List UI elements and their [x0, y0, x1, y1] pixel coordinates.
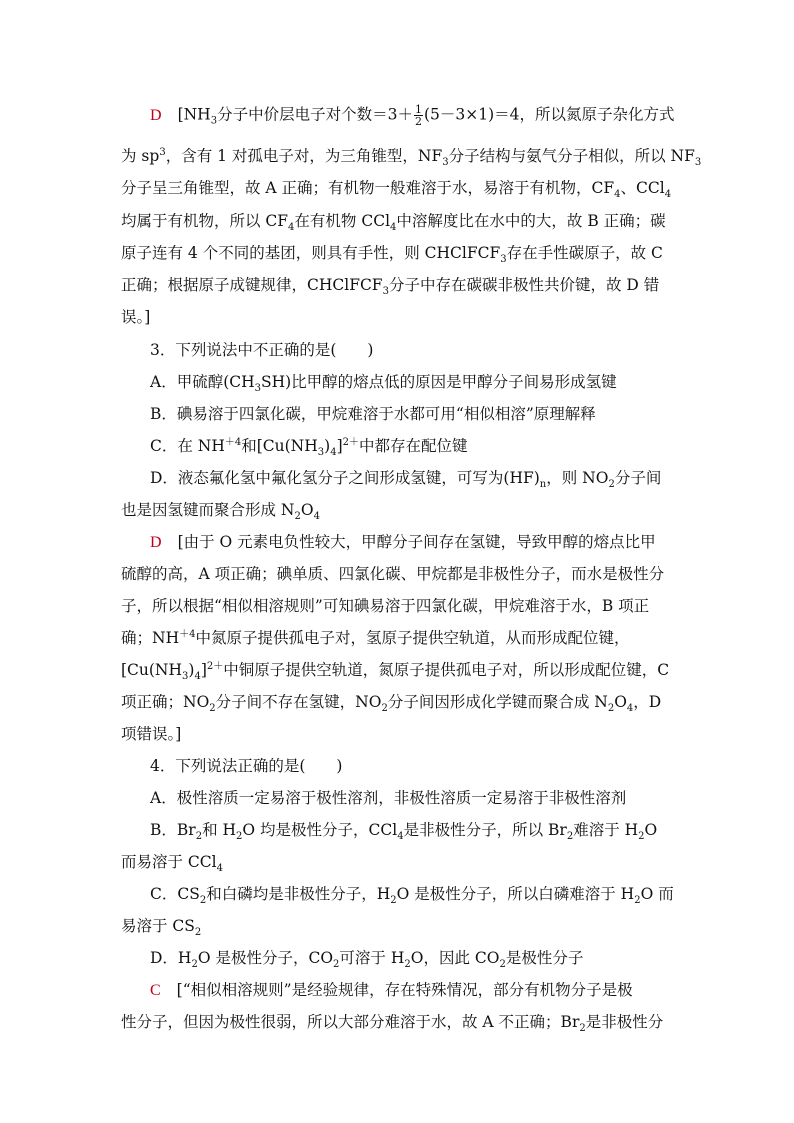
q2-answer-line-5: 原子连有 4 个不同的基团，则具有手性，则 CHClFCF$_3$存在手性碳原子，故 C — [121, 244, 663, 266]
q2-answer-line-4: 均属于有机物，所以 $CF_4$在有机物 CCl$_4$中溶解度比在水中的大，故 B 正确；碳 — [121, 212, 666, 234]
q3-answer-line-3: 子，所以根据“相似相溶规则”可知碘易溶于四氯化碳，甲烷难溶于水，B 项正 — [121, 597, 650, 615]
q4-answer-line-1: C [“相似相溶规则”是经验规律，存在特殊情况，部分有机物分子是极 — [150, 981, 633, 999]
q3-option-d: D．液态氟化氢中氟化氢分子之间形成氢键，可写为$(HF)_n$，则 $NO_2$分子间 — [150, 469, 662, 491]
q2-answer-line-6: 正确；根据原子成键规律，CHClFCF$_3$分子中存在碳碳非极性共价键，故 D 错 — [121, 276, 660, 298]
q4-option-d: D．$H_2O$ 是极性分子，$CO_2$可溶于 $H_2O$，因此 $CO_2$是极性分子 — [150, 949, 584, 971]
q3-stem: 3．下列说法中不正确的是( ) — [150, 341, 374, 359]
q3-option-b: B．碘易溶于四氯化碳，甲烷难溶于水都可用“相似相溶”原理解释 — [150, 405, 596, 423]
q3-option-c: C．在 $NH^{+4}$和$[Cu(NH_3)_4]^{2+}$中都存在配位键 — [150, 436, 468, 459]
q2-answer-line-1: D [$NH_3$分子中价层电子对个数＝3＋ $\frac{1}{2}$ (5－3×1)＝4，所以氮原子杂化方式 — [150, 103, 675, 128]
q3-answer-line-1: D [由于 O 元素电负性较大，甲醇分子间存在氢键，导致甲醇的熔点比甲 — [150, 533, 656, 551]
q4-option-a: A．极性溶质一定易溶于极性溶剂，非极性溶质一定易溶于非极性溶剂 — [150, 789, 627, 807]
q3-answer-line-5: $[Cu(NH_3)_4]^{2+}$中铜原子提供空轨道，氮原子提供孤电子对，所以形成配位键，C — [121, 660, 670, 683]
q3-answer-line-2: 硫醇的高，A 项正确；碘单质、四氯化碳、甲烷都是非极性分子，而水是极性分 — [121, 565, 665, 583]
answer-letter: D — [150, 106, 162, 124]
q4-stem: 4．下列说法正确的是( ) — [150, 757, 343, 775]
q2-answer-line-3: 分子呈三角锥型，故 A 正确；有机物一般难溶于水，易溶于有机物，$CF_4$、CCl$_4$ — [121, 179, 672, 201]
q2-answer-line-7: 误。] — [121, 308, 151, 326]
q3-answer-line-4: 确；$NH^{+4}$中氮原子提供孤电子对，氢原子提供空轨道，从而形成配位键， — [121, 628, 630, 647]
q3-answer-line-7: 项错误。] — [121, 725, 182, 743]
q4-option-c: C．$CS_2$和白磷均是非极性分子，$H_2O$ 是极性分子，所以白磷难溶于 $H_2O$ 而 — [150, 885, 674, 907]
q4-option-b-cont: 而易溶于 CCl$_4$ — [121, 853, 223, 875]
q3-answer-line-6: 项正确；$NO_2$分子间不存在氢键，$NO_2$分子间因形成化学键而聚合成 $N_2O_4$，D — [121, 693, 662, 715]
q4-option-c-cont: 易溶于 $CS_2$ — [121, 917, 202, 939]
answer-letter: D — [150, 534, 162, 551]
answer-letter: C — [150, 982, 161, 999]
fraction: $\frac{1}{2}$ — [414, 103, 422, 128]
q3-option-a: A．甲硫醇$(CH_3SH)$比甲醇的熔点低的原因是甲醇分子间易形成氢键 — [150, 373, 617, 395]
q4-option-b: B．$Br_2$和 $H_2O$ 均是极性分子，CCl$_4$是非极性分子，所以 $Br_2$难溶于 $H_2O$ — [150, 821, 658, 843]
q3-option-d-cont: 也是因氢键而聚合形成 $N_2O_4$ — [121, 501, 320, 523]
q4-answer-line-2: 性分子，但因为极性很弱，所以大部分难溶于水，故 A 不正确；$Br_2$是非极性分 — [121, 1013, 664, 1035]
q2-answer-line-2: 为 $sp^3$，含有 1 对孤电子对，为三角锥型，$NF_3$分子结构与氨气分子相似，所以 $NF_3$ — [121, 146, 702, 169]
